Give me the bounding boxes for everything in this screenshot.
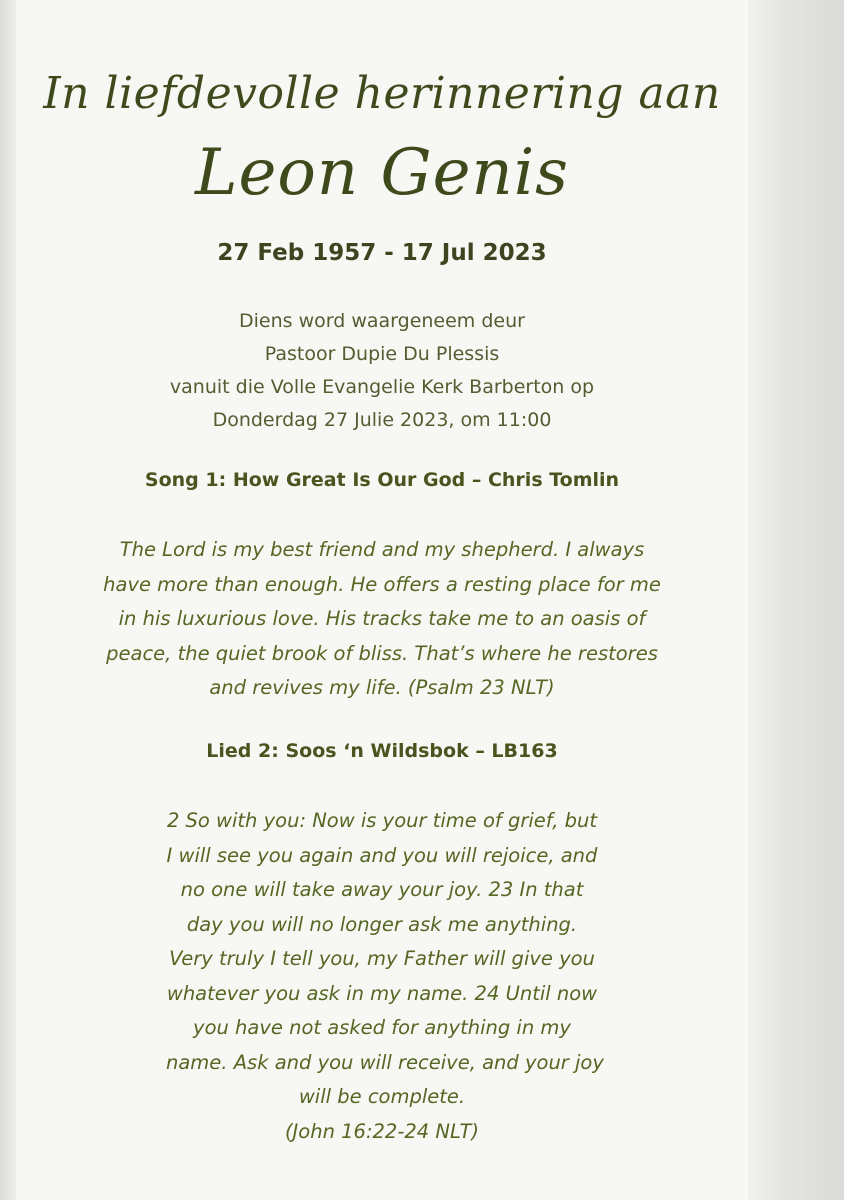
psalm-23-verse [102, 533, 662, 706]
song-1-title: Song 1: How Great Is Our God – Chris Tomlin [144, 469, 620, 491]
verse-line: 2 So with you: Now is your time of grief, but [166, 809, 598, 832]
verse-line: whatever you ask in my name. 24 Until now [166, 981, 598, 1005]
verse-line: Very truly I tell you, my Father will give you [169, 947, 595, 970]
verse-line: day you will no longer ask me anything. [186, 912, 578, 936]
verse-line: no one will take away your joy. 23 In that [180, 878, 584, 901]
verse-line: will be complete. [298, 1085, 466, 1108]
scan-edge-left [0, 0, 16, 1200]
verse-line: I will see you again and you will rejoice, and [166, 843, 598, 867]
deceased-name: Leon Genis [195, 136, 569, 210]
verse-line: name. Ask and you will receive, and your joy [166, 1050, 604, 1074]
memorial-heading: In liefdevolle herinnering aan [43, 68, 721, 119]
song-2-title: Lied 2: Soos ‘n Wildsbok – LB163 [206, 740, 558, 762]
verse-line: (John 16:22-24 NLT) [284, 1119, 480, 1143]
verse-line: in his luxurious love. His tracks take me to an oasis of [118, 607, 646, 630]
service-line: Diens word waargeneem deur [239, 310, 525, 332]
life-dates: 27 Feb 1957 - 17 Jul 2023 [217, 240, 547, 266]
verse-line: have more than enough. He offers a resting place for me [103, 572, 661, 596]
scan-edge-right [748, 0, 844, 1200]
service-line: Donderdag 27 Julie 2023, om 11:00 [212, 409, 552, 431]
service-line: vanuit die Volle Evangelie Kerk Barberton op [169, 376, 595, 398]
service-details [16, 305, 748, 437]
verse-line: you have not asked for anything in my [193, 1016, 571, 1039]
verse-line: and revives my life. (Psalm 23 NLT) [209, 676, 555, 699]
program-page [16, 0, 748, 1200]
john-16-verse [166, 804, 604, 1149]
service-line: Pastoor Dupie Du Plessis [264, 343, 500, 365]
verse-line: peace, the quiet brook of bliss. That’s where he restores [106, 641, 658, 665]
verse-line: The Lord is my best friend and my shepherd. I always [119, 538, 645, 561]
